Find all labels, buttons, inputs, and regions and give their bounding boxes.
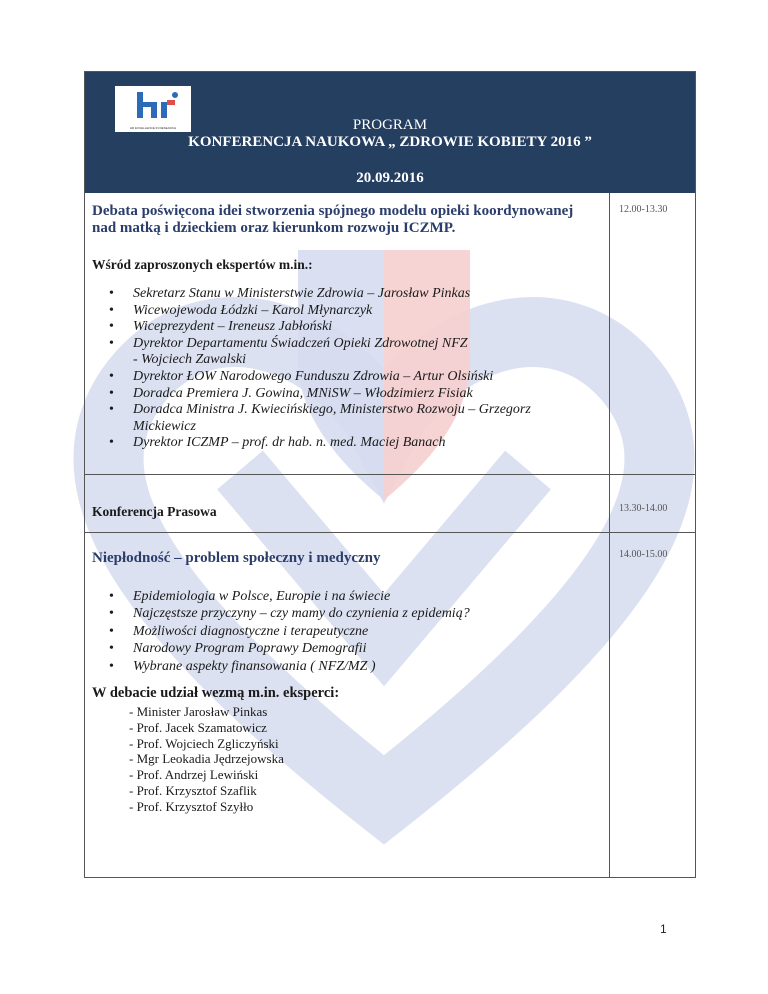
expert-item: - Prof. Andrzej Lewiński — [129, 767, 259, 783]
list-item: • Najczęstsze przyczyny – czy mamy do czynienia z epidemią? — [105, 605, 470, 622]
list-item: • Dyrektor ICZMP – prof. dr hab. n. med. Maciej Banach — [105, 435, 531, 452]
list-item: • Wybrane aspekty finansowania ( NFZ/MZ ) — [105, 658, 470, 675]
list-item: • Doradca Ministra J. Kwiecińskiego, Ministerstwo Rozwoju – Grzegorz — [105, 402, 531, 419]
session-title: Niepłodność – problem społeczny i medyczny — [92, 550, 381, 566]
session-title-line: Debata poświęcona idei stworzenia spójnego modelu opieki koordynowanej — [92, 203, 574, 219]
topics-list — [105, 588, 470, 675]
expert-item: - Mgr Leokadia Jędrzejowska — [129, 751, 284, 767]
session-time: 12.00-13.30 — [619, 204, 668, 215]
row-divider — [85, 474, 695, 475]
session-title: Konferencja Prasowa — [92, 504, 217, 519]
expert-item: - Prof. Krzysztof Szaflik — [129, 782, 257, 798]
list-item: • Wicewojewoda Łódzki – Karol Młynarczyk — [105, 303, 531, 320]
session-time: 13.30-14.00 — [619, 503, 668, 514]
session-time: 14.00-15.00 — [619, 549, 668, 560]
program-table — [84, 71, 696, 878]
list-item: • Możliwości diagnostyczne i terapeutyczne — [105, 623, 470, 640]
experts-heading: W debacie udział wezmą m.in. eksperci: — [92, 685, 340, 701]
expert-item: - Prof. Wojciech Zgliczyński — [129, 735, 279, 751]
program-heading: PROGRAM — [352, 117, 428, 133]
list-item: • Epidemiologia w Polsce, Europie i na świecie — [105, 588, 470, 605]
list-item-continuation: Mickiewicz — [133, 418, 196, 434]
list-item: • Sekretarz Stanu w Ministerstwie Zdrowia – Jarosław Pinkas — [105, 286, 531, 303]
expert-item: - Prof. Jacek Szamatowicz — [129, 719, 267, 735]
list-item: • Dyrektor Departamentu Świadczeń Opieki Zdrowotnej NFZ — [105, 336, 531, 353]
list-item: • Wiceprezydent – Ireneusz Jabłoński — [105, 319, 531, 336]
session-title-line: nad matką i dzieckiem oraz kierunkom rozwoju ICZMP. — [92, 220, 456, 236]
experts-subheading: Wśród zaproszonych ekspertów m.in.: — [92, 257, 313, 272]
page-number: 1 — [660, 922, 667, 936]
column-divider — [609, 193, 610, 878]
list-item: • Doradca Premiera J. Gowina, MNiSW – Włodzimierz Fisiak — [105, 386, 531, 403]
expert-item: - Minister Jarosław Pinkas — [129, 704, 268, 719]
row-divider — [85, 532, 695, 533]
logo-caption: HR EXCELLENCE IN RESEARCH — [129, 126, 177, 130]
expert-item: - Prof. Krzysztof Szyłło — [129, 798, 254, 814]
conference-title: KONFERENCJA NAUKOWA „ ZDROWIE KOBIETY 2016 ” — [188, 134, 592, 150]
list-item: • Dyrektor ŁOW Narodowego Funduszu Zdrowia – Artur Olsiński — [105, 369, 531, 386]
conference-date: 20.09.2016 — [356, 170, 424, 186]
header-bar — [85, 72, 695, 193]
invited-experts-list — [105, 286, 531, 452]
experts-list — [129, 704, 284, 815]
list-item: • Narodowy Program Poprawy Demografii — [105, 640, 470, 657]
list-item-continuation: - Wojciech Zawalski — [133, 352, 247, 368]
